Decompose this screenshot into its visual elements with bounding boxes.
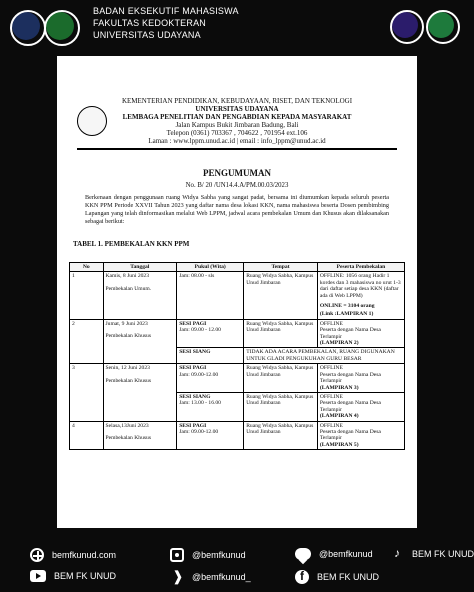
col-no: No [70,263,104,272]
footer-line[interactable] [295,548,373,560]
row3-peserta-detail: Peserta dengan Nama Desa Terlampir [319,371,381,385]
footer-youtube-text: BEM FK UNUD [54,571,117,581]
announcement-number: No. B/ 20 /UN14.4.A/PM.00.03/2023 [185,182,289,189]
col-tempat: Tempat [244,263,318,272]
row1-lampiran: (Link :LAMPIRAN 1) [319,311,374,318]
row2-jam-pagi: Jam: 09.00 - 12.00 [179,327,221,334]
left-logo-2-ring [44,10,80,46]
row4-jam-pagi: Jam: 09.00-12.00 [179,428,219,435]
footer-tiktok-text: BEM FK UNUD [412,549,474,559]
col-peserta: Peserta Pembekalan [317,263,404,272]
row3-peserta-offline: OFFLINE [319,365,343,372]
row2-peserta-offline: OFFLINE [319,320,343,327]
row3-jam-siang: Jam: 13.00 - 16.00 [179,400,221,407]
row1-tempat: Ruang Widya Sabha, Kampus Unud Jimbaran [244,272,318,319]
row1-peserta-online: ONLINE = 3104 orang [319,303,375,310]
letterhead-phone: Telepon (0361) 703367 , 704622 , 701954 ext.106 [166,129,308,137]
announcement-title: PENGUMUMAN [203,168,271,178]
row2-lampiran: (LAMPIRAN 2) [319,340,359,347]
row3-tanggal: Senin, 12 Juni 2023 [105,365,150,372]
letterhead-university: UNIVERSITAS UDAYANA [195,105,279,113]
row4-peserta-detail: Peserta dengan Nama Desa Terlampir [319,428,381,442]
row4-no: 4 [70,421,104,450]
left-logo-1-ring [10,10,46,46]
row1-peserta-offline: OFFLINE: 1056 orang Hadir 1 kordes dan 3 mahasiswa no urut 1-3 dari daftar setiap desa KKN (daftar ada di Web LPPM) [319,273,401,299]
row1-no: 1 [70,272,104,319]
letterhead-address: Jalan Kampus Bukit Jimbaran Badung, Bali [175,121,299,129]
letterhead-ministry: KEMENTERIAN PENDIDIKAN, KEBUDAYAAN, RISET, DAN TEKNOLOGI [121,97,353,105]
row2-tanggal: Jumat, 9 Juni 2023 [105,320,148,327]
table-header [70,263,405,272]
row3-tempat: Ruang Widya Sabha, Kampus Unud Jimbaran [244,364,318,393]
row3-tempat-siang: Ruang Widya Sabha, Kampus Unud Jimbaran [244,392,318,421]
row2-pembekalan: Pembekalan Khusus [105,333,152,340]
footer-tiktok[interactable] [392,548,474,560]
tiktok-icon [392,548,404,560]
row3-peserta-siang-offline: OFFLINE [319,393,343,400]
row4-tempat: Ruang Widya Sabha, Kampus Unud Jimbaran [244,421,318,450]
row4-pembekalan: Pembekalan Khusus [105,434,152,441]
row4-sesi-pagi: SESI PAGI [179,422,207,429]
row2-sesi-siang: SESI SIANG [179,349,211,356]
footer-youtube[interactable] [30,570,116,582]
footer-twitter[interactable] [170,570,251,584]
right-logo-2-ring [426,10,460,44]
row3-lampiran: (LAMPIRAN 3) [319,384,359,391]
row3-jam-pagi: Jam: 09.00-12.00 [179,371,219,378]
table-row [70,364,405,393]
col-pukul: Pukul (Wita) [177,263,244,272]
footer-line-text: @bemfkunud [319,549,373,559]
row2-siang-note: TIDAK ADA ACARA PEMBEKALAN, RUANG DIGUNAKAN UNTUK GLADI PENGUKUHAN GURU BESAR [244,348,405,364]
row3-no: 3 [70,364,104,421]
announcement-paragraph: Berkenaan dengan penggunaan ruang Widya Sabha yang sangat padat, bersama ini diumumkan kepada seluruh peserta KKN PPM Periode XXVII Tahun 2023 yang daftar nama desa lokasi KKN, nama mahasiswa beserta Dosen pembimbing Lapangan yang telah dinformasikan melalui Web LPPM, jadwal acara pembekalan Umum dan Khusus akan dilaksanakan sebagai berikut: [85,194,389,225]
footer-twitter-text: @bemfkunud_ [192,572,251,582]
row3-peserta-siang-detail: Peserta dengan Nama Desa Terlampir [319,400,381,413]
instagram-icon [170,548,184,562]
globe-icon [30,548,44,562]
row3-lampiran-siang: (LAMPIRAN 4) [319,413,359,420]
header-line-1: BADAN EKSEKUTIF MAHASISWA [93,6,239,16]
letterhead-institute: LEMBAGA PENELITIAN DAN PENGABDIAN KEPADA MASYARAKAT [122,113,352,121]
facebook-icon [295,570,309,584]
announcement-document [57,56,417,528]
letterhead-rule [77,148,397,150]
row2-peserta-detail: Peserta dengan Nama Desa Terlampir [319,327,381,340]
footer-website-text: bemfkunud.com [52,550,117,560]
footer-instagram-text: @bemfkunud [192,550,246,560]
youtube-icon [30,570,46,582]
row4-tanggal: Selasa,13Juni 2023 [105,422,149,429]
footer-facebook-text: BEM FK UNUD [317,572,380,582]
twitter-icon [170,570,184,584]
col-tanggal: Tanggal [103,263,177,272]
footer-facebook[interactable] [295,570,379,584]
letterhead-email: Laman : www.lppm.unud.ac.id | email : info_lppm@unud.ac.id [148,137,326,145]
row3-sesi-siang: SESI SIANG [179,393,211,400]
row1-pukul: Jam: 08.00 - sls [177,272,244,319]
table-row [70,319,405,348]
row2-no: 2 [70,319,104,363]
header-line-2: FAKULTAS KEDOKTERAN [93,18,206,28]
table-row [70,421,405,450]
row1-tanggal: Kamis, 8 Juni 2023 [105,273,150,280]
header-line-3: UNIVERSITAS UDAYANA [93,30,201,40]
row2-sesi-pagi: SESI PAGI [179,320,207,327]
table-row [70,272,405,319]
schedule-table [69,262,405,450]
row4-lampiran: (LAMPIRAN 5) [319,441,359,448]
footer-website[interactable] [30,548,116,562]
row1-pembekalan: Pembekalan Umum. [105,285,152,292]
row4-peserta-offline: OFFLINE [319,422,343,429]
line-icon [295,548,311,560]
row3-sesi-pagi: SESI PAGI [179,365,207,372]
row3-pembekalan: Pembekalan Khusus [105,377,152,384]
section-title: TABEL 1. PEMBEKALAN KKN PPM [73,240,190,248]
row2-tempat: Ruang Widya Sabha, Kampus Unud Jimbaran [244,319,318,348]
footer-instagram[interactable] [170,548,246,562]
right-logo-1-ring [390,10,424,44]
